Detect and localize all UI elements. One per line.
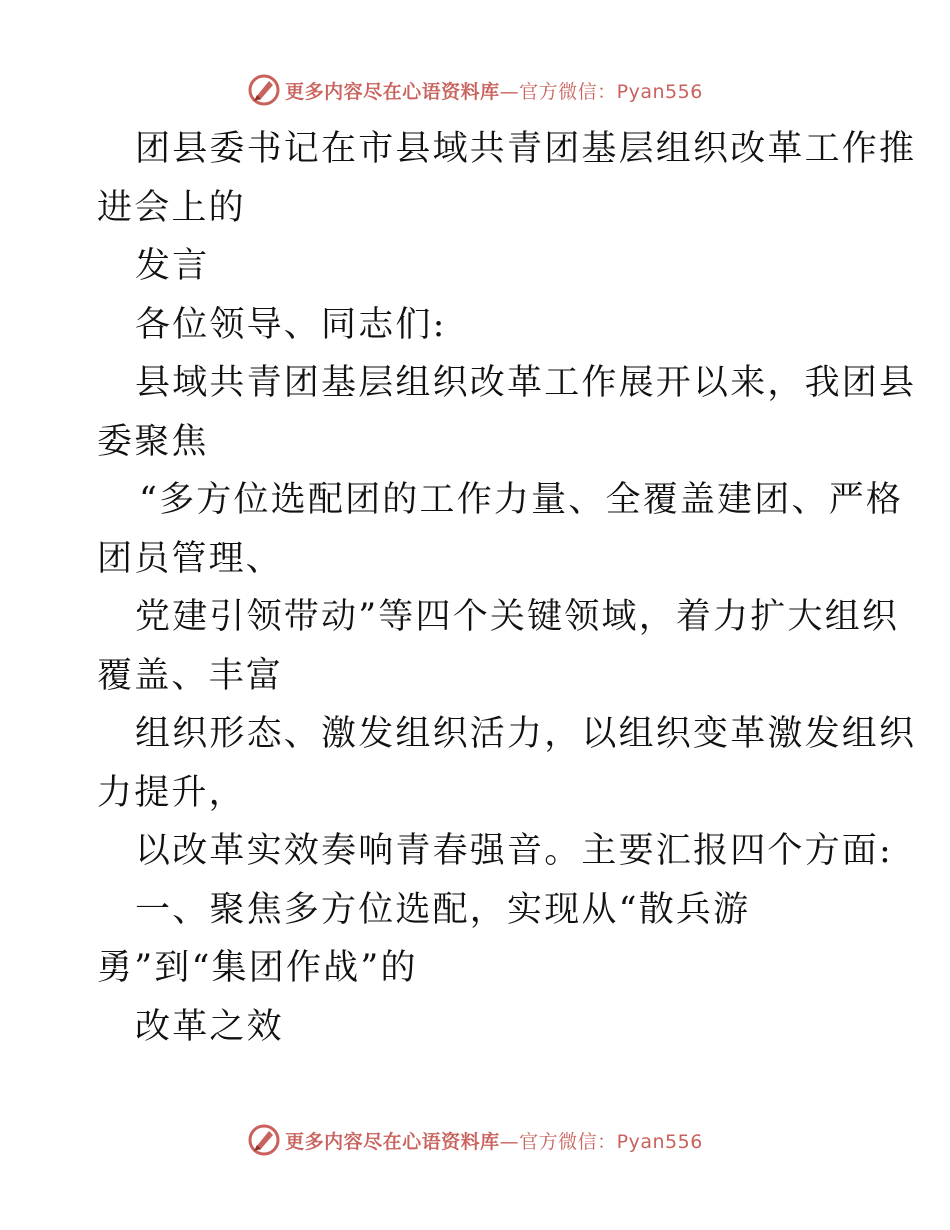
- title-line-3: 发言: [135, 246, 210, 286]
- watermark-contact: —官方微信：Pyan556: [499, 80, 703, 103]
- watermark-text: [285, 77, 703, 104]
- pen-nib-logo-icon: [247, 1123, 281, 1157]
- salutation: 各位领导、同志们:: [135, 304, 447, 345]
- section-heading-line: 一、聚焦多方位选配，实现从“散兵游: [135, 889, 751, 930]
- paragraph-line: 委聚焦: [97, 421, 209, 462]
- title-line-2: 进会上的: [97, 187, 246, 228]
- paragraph-line: “多方位选配团的工作力量、全覆盖建团、严格: [139, 480, 904, 520]
- paragraph-line: 覆盖、丰富: [97, 655, 284, 696]
- header-watermark: [0, 70, 950, 110]
- watermark-brand: 更多内容尽在心语资料库: [285, 1130, 500, 1153]
- watermark-text: [285, 1127, 703, 1154]
- watermark-brand: 更多内容尽在心语资料库: [285, 80, 500, 103]
- paragraph-line: 团员管理、: [97, 538, 284, 579]
- watermark-contact: —官方微信：Pyan556: [499, 1130, 703, 1153]
- section-heading-line: 勇”到“集团作战”的: [97, 948, 418, 988]
- paragraph-line: 力提升，: [97, 772, 246, 813]
- paragraph-line: 以改革实效奏响青春强音。主要汇报四个方面:: [135, 831, 893, 871]
- section-heading-line: 改革之效: [135, 1006, 284, 1047]
- document-body: [97, 120, 917, 1056]
- paragraph-line: 县域共青团基层组织改革工作展开以来，我团县: [135, 363, 917, 403]
- paragraph-line: 党建引领带动”等四个关键领域，着力扩大组织: [135, 597, 900, 637]
- paragraph-line: 组织形态、激发组织活力，以组织变革激发组织: [135, 714, 917, 754]
- pen-nib-logo-icon: [247, 73, 281, 107]
- title-line-1: 团县委书记在市县域共青团基层组织改革工作推: [135, 129, 917, 169]
- footer-watermark: [0, 1120, 950, 1160]
